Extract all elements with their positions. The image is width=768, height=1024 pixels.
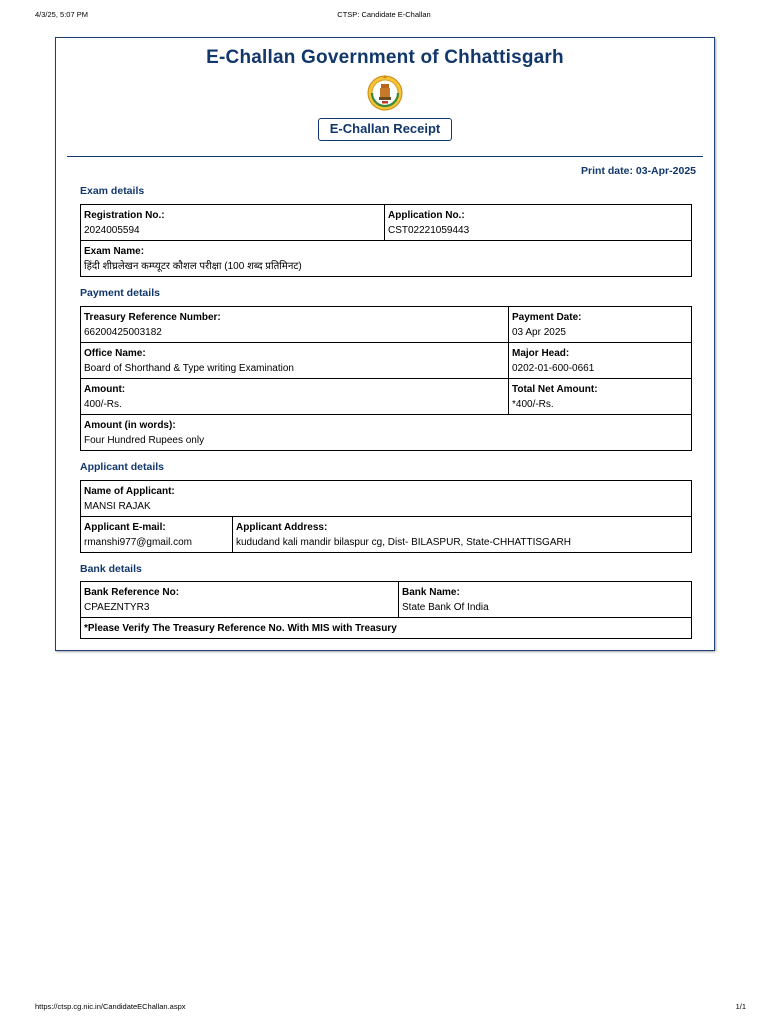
print-footer (0, 1002, 768, 1014)
amount-value: 400/-Rs. (84, 399, 122, 410)
exam-name-label: Exam Name: (84, 246, 145, 257)
print-url: https://ctsp.cg.nic.in/CandidateEChallan.aspx (35, 1002, 186, 1011)
bank-ref-cell (81, 582, 399, 618)
chhattisgarh-emblem-icon (363, 73, 407, 113)
applicant-details-heading: Applicant details (80, 461, 165, 473)
total-net-value: *400/-Rs. (512, 399, 554, 410)
applicant-name-value: MANSI RAJAK (84, 501, 151, 512)
table-row (81, 517, 692, 553)
verify-note: *Please Verify The Treasury Reference No. With MIS with Treasury (81, 618, 692, 639)
bank-details-table (80, 581, 692, 639)
bank-details-heading: Bank details (80, 563, 142, 575)
major-head-cell (509, 343, 692, 379)
amount-words-value: Four Hundred Rupees only (84, 435, 205, 446)
payment-details-heading: Payment details (80, 287, 160, 299)
exam-name-value: हिंदी शीघ्रलेखन कम्प्यूटर कौशल परीक्षा (100 शब्द प्रतिमिनट) (84, 261, 302, 272)
exam-details-table (80, 204, 692, 277)
amount-words-cell (81, 415, 692, 451)
page-title: E-Challan Government of Chhattisgarh (206, 47, 564, 68)
receipt-badge: E-Challan Receipt (318, 118, 452, 141)
applicant-email-cell (81, 517, 233, 553)
table-row (81, 241, 692, 277)
table-row (81, 307, 692, 343)
applicant-address-label: Applicant Address: (236, 522, 328, 533)
applicant-details-table (80, 480, 692, 553)
exam-name-cell (81, 241, 692, 277)
print-date: Print date: 03-Apr-2025 (581, 165, 696, 177)
bank-name-label: Bank Name: (402, 587, 460, 598)
office-name-cell (81, 343, 509, 379)
total-net-label: Total Net Amount: (512, 384, 598, 395)
applicant-address-cell (233, 517, 692, 553)
amount-label: Amount: (84, 384, 126, 395)
challan-card (55, 37, 715, 651)
bank-ref-value: CPAEZNTYR3 (84, 602, 150, 613)
payment-details-table (80, 306, 692, 451)
table-row (81, 481, 692, 517)
print-datetime: 4/3/25, 5:07 PM (35, 10, 88, 19)
table-row (81, 205, 692, 241)
header-divider (67, 156, 703, 157)
bank-name-cell (399, 582, 692, 618)
applicant-email-value: rmanshi977@gmail.com (84, 537, 192, 548)
registration-cell (81, 205, 385, 241)
registration-value: 2024005594 (84, 225, 140, 236)
treasury-ref-value: 66200425003182 (84, 327, 162, 338)
table-row (81, 582, 692, 618)
bank-ref-label: Bank Reference No: (84, 587, 180, 598)
bank-name-value: State Bank Of India (402, 602, 489, 613)
office-name-value: Board of Shorthand & Type writing Examination (84, 363, 294, 374)
payment-date-label: Payment Date: (512, 312, 582, 323)
application-label: Application No.: (388, 210, 465, 221)
major-head-label: Major Head: (512, 348, 570, 359)
amount-cell (81, 379, 509, 415)
payment-date-cell (509, 307, 692, 343)
applicant-name-label: Name of Applicant: (84, 486, 175, 497)
major-head-value: 0202-01-600-0661 (512, 363, 595, 374)
print-header (0, 10, 768, 22)
applicant-email-label: Applicant E-mail: (84, 522, 166, 533)
table-row (81, 343, 692, 379)
table-row (81, 379, 692, 415)
application-cell (385, 205, 692, 241)
table-row (81, 415, 692, 451)
amount-words-label: Amount (in words): (84, 420, 176, 431)
print-page-number: 1/1 (735, 1002, 746, 1011)
treasury-ref-label: Treasury Reference Number: (84, 312, 221, 323)
office-name-label: Office Name: (84, 348, 146, 359)
application-value: CST02221059443 (388, 225, 470, 236)
exam-details-heading: Exam details (80, 185, 145, 197)
total-net-cell (509, 379, 692, 415)
table-row (81, 618, 692, 639)
treasury-ref-cell (81, 307, 509, 343)
applicant-name-cell (81, 481, 692, 517)
registration-label: Registration No.: (84, 210, 165, 221)
print-page-title: CTSP: Candidate E-Challan (337, 10, 431, 19)
applicant-address-value: kududand kali mandir bilaspur cg, Dist- BILASPUR, State-CHHATTISGARH (236, 537, 571, 548)
payment-date-value: 03 Apr 2025 (512, 327, 566, 338)
